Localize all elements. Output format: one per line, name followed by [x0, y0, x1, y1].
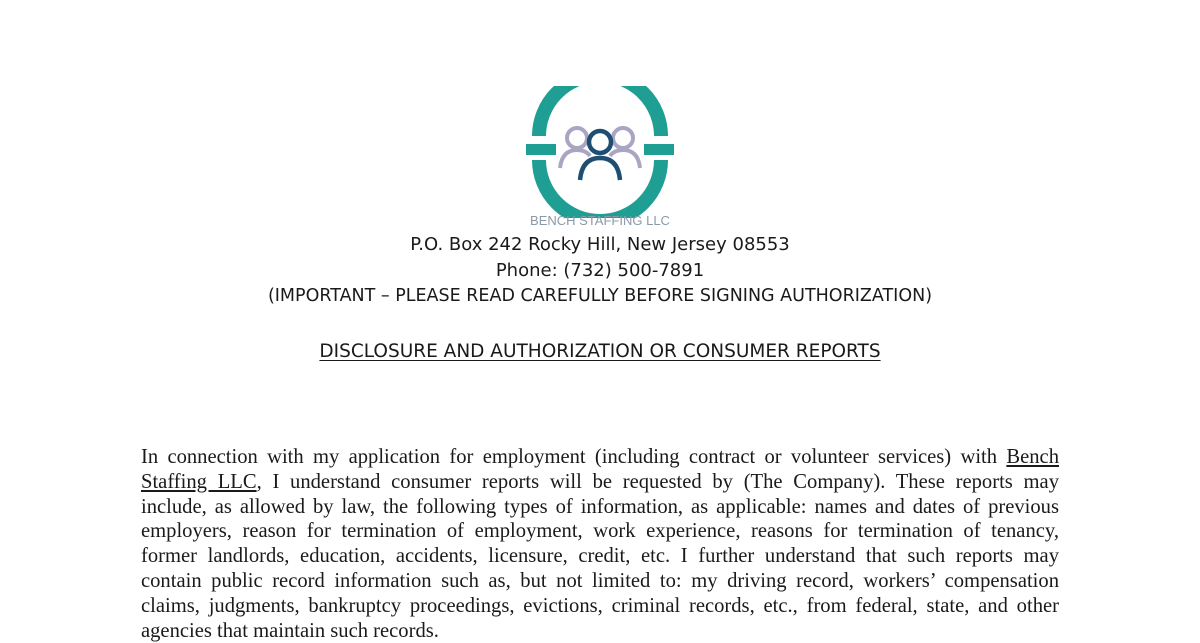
- paragraph-line: [141, 470, 1059, 495]
- disclosure-paragraph: [141, 445, 1059, 643]
- paragraph-line: employers, reason for termination of employment, work experience, reasons for termination of tenancy,: [141, 520, 1059, 543]
- paragraph-line: contain public record information such as, but not limited to: my driving record, workers’ compensation: [141, 569, 1059, 592]
- paragraph-line: claims, judgments, bankruptcy proceedings, evictions, criminal records, etc., from federal, state, and other: [141, 594, 1059, 617]
- company-name-link: Staffing LLC: [141, 470, 257, 493]
- document-title-text: DISCLOSURE AND AUTHORIZATION OR CONSUMER REPORTS: [319, 341, 881, 362]
- company-name-link: Bench: [1006, 446, 1059, 468]
- paragraph-text: , I understand consumer reports will be requested by (The Company). These reports may: [256, 470, 1059, 493]
- company-phone: Phone: (732) 500-7891: [495, 260, 705, 281]
- paragraph-line: agencies that maintain such records.: [141, 619, 439, 642]
- paragraph-line: [141, 445, 1059, 470]
- logo-caption: BENCH STAFFING LLC: [530, 213, 670, 228]
- people-group-icon: [560, 128, 640, 180]
- company-address: P.O. Box 242 Rocky Hill, New Jersey 08553: [410, 234, 790, 255]
- company-logo: [522, 86, 678, 218]
- important-notice: (IMPORTANT – PLEASE READ CAREFULLY BEFORE SIGNING AUTHORIZATION): [267, 286, 933, 306]
- paragraph-line: former landlords, education, accidents, licensure, credit, etc. I further understand that such reports may: [141, 545, 1059, 568]
- paragraph-line: include, as allowed by law, the following types of information, as applicable: names and dates of previous: [141, 495, 1059, 518]
- document-title: [0, 341, 1200, 362]
- paragraph-text: In connection with my application for employment (including contract or volunteer services) with: [141, 446, 1007, 468]
